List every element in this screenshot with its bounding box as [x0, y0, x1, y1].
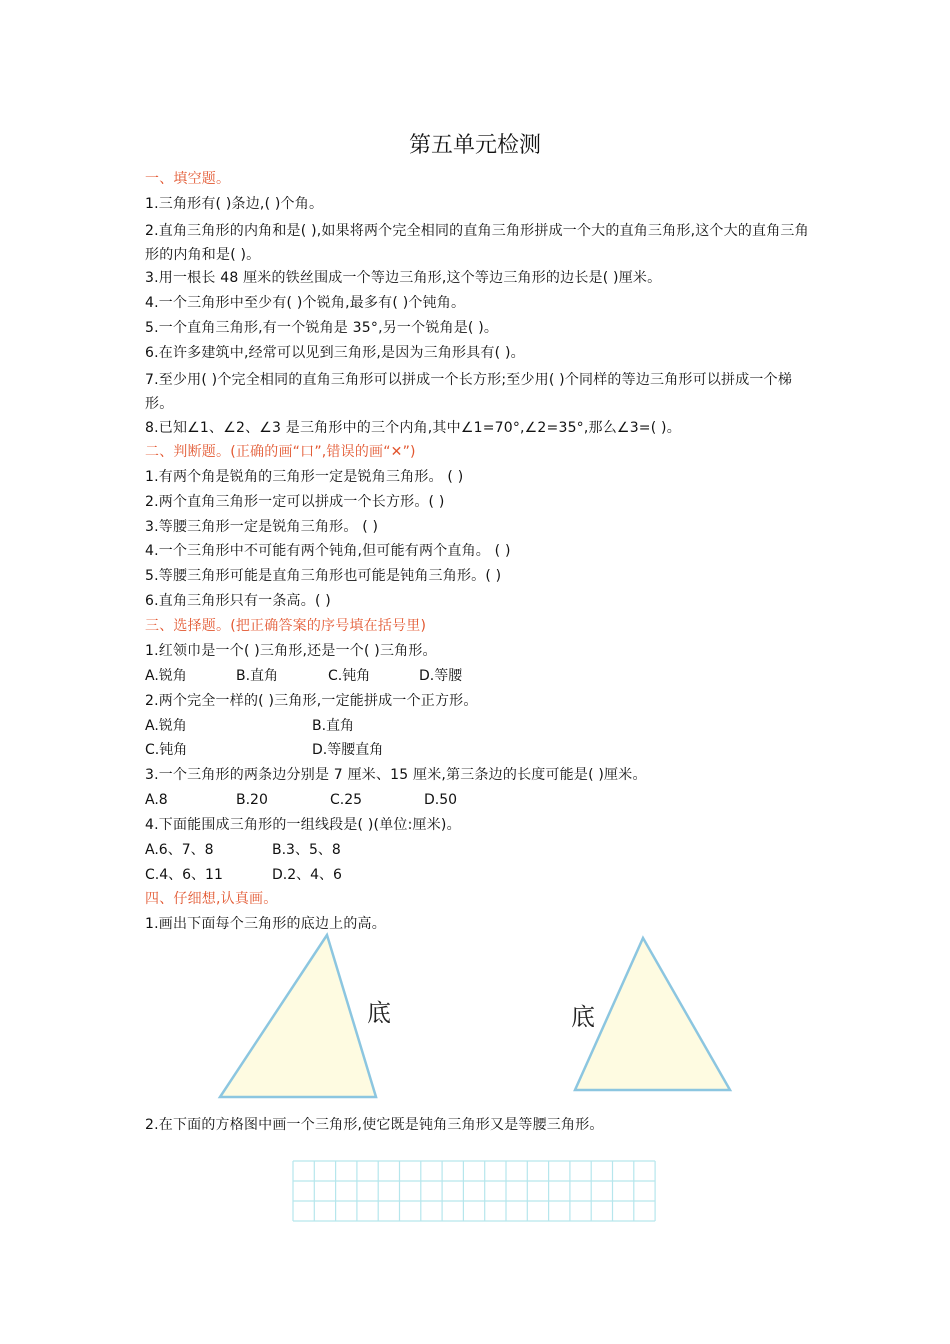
choice-3-option-a: A.8: [145, 792, 168, 808]
choice-3-option-d: D.50: [424, 792, 458, 808]
choice-3-option-b: B.20: [236, 792, 268, 808]
fill-question-1: 1.三角形有( )条边,( )个角。: [145, 196, 324, 212]
choice-2-option-a: A.锐角: [145, 718, 187, 734]
triangle-right: [575, 938, 730, 1090]
judge-question-3: 3.等腰三角形一定是锐角三角形。 ( ): [145, 519, 379, 535]
choice-1-option-a: A.锐角: [145, 668, 187, 684]
fill-question-4: 4.一个三角形中至少有( )个锐角,最多有( )个钝角。: [145, 295, 466, 311]
choice-1-option-c: C.钝角: [328, 668, 371, 684]
choice-4-option-c: C.4、6、11: [145, 867, 223, 883]
choice-2-option-c: C.钝角: [145, 742, 188, 758]
judge-question-5: 5.等腰三角形可能是直角三角形也可能是钝角三角形。( ): [145, 568, 502, 584]
fill-question-8: 8.已知∠1、∠2、∠3 是三角形中的三个内角,其中∠1=70°,∠2=35°,那么∠3=( )。: [145, 420, 681, 436]
choice-2-option-b: B.直角: [312, 718, 355, 734]
square-grid: [293, 1161, 655, 1221]
choice-question-3: 3.一个三角形的两条边分别是 7 厘米、15 厘米,第三条边的长度可能是( )厘米。: [145, 767, 647, 783]
judge-question-2: 2.两个直角三角形一定可以拼成一个长方形。( ): [145, 494, 445, 510]
choice-2-option-d: D.等腰直角: [312, 742, 384, 758]
section-fill-heading: 一、填空题。: [145, 171, 231, 187]
draw-question-2: 2.在下面的方格图中画一个三角形,使它既是钝角三角形又是等腰三角形。: [145, 1117, 604, 1133]
judge-question-1: 1.有两个角是锐角的三角形一定是锐角三角形。 ( ): [145, 469, 464, 485]
choice-3-option-c: C.25: [330, 792, 363, 808]
base-label-right: 底: [571, 1003, 595, 1031]
choice-1-option-b: B.直角: [236, 668, 279, 684]
fill-question-2: 2.直角三角形的内角和是( ),如果将两个完全相同的直角三角形拼成一个大的直角三角形,这个大的直角三角形的内角和是( )。: [145, 223, 809, 263]
choice-question-1: 1.红领巾是一个( )三角形,还是一个( )三角形。: [145, 643, 437, 659]
base-label-left: 底: [367, 999, 391, 1027]
fill-question-6: 6.在许多建筑中,经常可以见到三角形,是因为三角形具有( )。: [145, 345, 525, 361]
section-draw-heading: 四、仔细想,认真画。: [145, 891, 278, 907]
choice-1-option-d: D.等腰: [419, 668, 463, 684]
section-choice-heading: 三、选择题。(把正确答案的序号填在括号里): [145, 618, 427, 634]
fill-question-7: 7.至少用( )个完全相同的直角三角形可以拼成一个长方形;至少用( )个同样的等边三角形可以拼成一个梯形。: [145, 372, 793, 412]
choice-question-2: 2.两个完全一样的( )三角形,一定能拼成一个正方形。: [145, 693, 478, 709]
page-title: 第五单元检测: [408, 133, 541, 158]
choice-4-option-b: B.3、5、8: [272, 842, 341, 858]
fill-question-5: 5.一个直角三角形,有一个锐角是 35°,另一个锐角是( )。: [145, 320, 499, 336]
triangle-left: [220, 935, 376, 1097]
judge-question-4: 4.一个三角形中不可能有两个钝角,但可能有两个直角。 ( ): [145, 543, 511, 559]
choice-4-option-d: D.2、4、6: [272, 867, 342, 883]
choice-4-option-a: A.6、7、8: [145, 842, 214, 858]
section-judge-heading: 二、判断题。(正确的画“口”,错误的画“✕”): [145, 444, 416, 460]
draw-question-1: 1.画出下面每个三角形的底边上的高。: [145, 916, 386, 932]
choice-question-4: 4.下面能围成三角形的一组线段是( )(单位:厘米)。: [145, 817, 461, 833]
fill-question-3: 3.用一根长 48 厘米的铁丝围成一个等边三角形,这个等边三角形的边长是( )厘米。: [145, 270, 662, 286]
judge-question-6: 6.直角三角形只有一条高。( ): [145, 593, 331, 609]
